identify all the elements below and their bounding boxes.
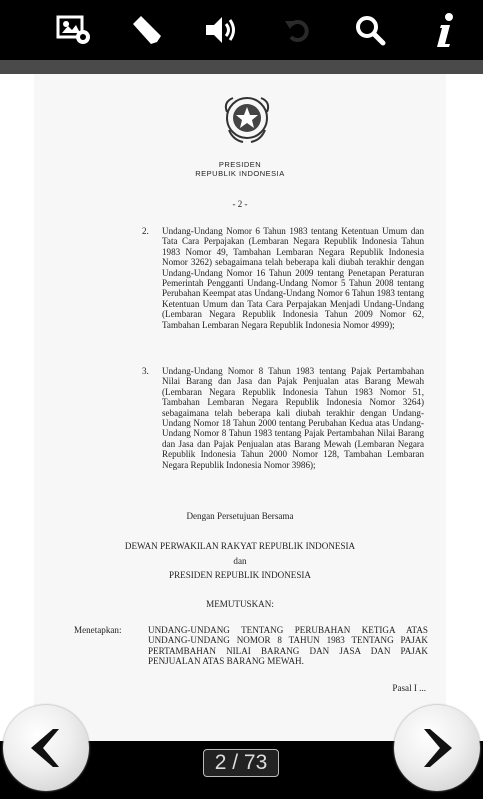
garuda-seal-icon — [219, 90, 275, 146]
list-item-text: Undang-Undang Nomor 6 Tahun 1983 tentang Ketentuan Umum dan Tata Cara Perpajakan (Lembaran Negara Republik Indonesia Tahun 1983 Nomor 49, Tambahan Lembaran Negara Republik Indonesia Nomor 3262) sebagaimana telah beberapa kali diubah terakhir dengan Undang-Undang Nomor 16 Tahun 2009 tentang Penetapan Peraturan Pemerintah Pengganti Undang-Undang Nomor 5 Tahun 2008 tentang Perubahan Keempat atas Undang-Undang Nomor 6 Tahun 1983 tentang Ketentuan Umum dan Tata Cara Perpajakan Menjadi Undang-Undang (Lembaran Negara Republik Indonesia Tahun 2009 Nomor 62, Tambahan Lembaran Negara Republik Indonesia Nomor 4999); — [162, 226, 424, 330]
bookmark-icon[interactable] — [127, 10, 167, 50]
arrow-left-icon — [23, 725, 69, 771]
toolbar-divider — [0, 60, 483, 74]
document-page — [34, 74, 446, 741]
previous-page-button[interactable] — [3, 705, 89, 791]
menetapkan-text: UNDANG-UNDANG TENTANG PERUBAHAN KETIGA ATAS UNDANG-UNDANG NOMOR 8 TAHUN 1983 TENTANG PAJAK PERTAMBAHAN NILAI BARANG DAN JASA DAN PAJAK PENJUALAN ATAS BARANG MEWAH. — [148, 625, 428, 667]
image-settings-icon[interactable] — [55, 10, 95, 50]
page-marker: - 2 - — [232, 199, 248, 209]
presiden-line: PRESIDEN REPUBLIK INDONESIA — [169, 570, 311, 580]
memutuskan-heading: MEMUTUSKAN: — [206, 599, 274, 609]
page-counter: 2 / 73 — [203, 749, 279, 777]
top-toolbar — [0, 0, 483, 60]
arrow-right-icon — [414, 725, 460, 771]
list-item-3 — [142, 366, 424, 470]
continuation-marker: Pasal I ... — [392, 683, 426, 693]
undo-icon — [278, 10, 318, 50]
search-icon[interactable] — [350, 10, 390, 50]
list-item-text: Undang-Undang Nomor 8 Tahun 1983 tentang Pajak Pertambahan Nilai Barang dan Jasa dan Pajak Penjualan atas Barang Mewah (Lembaran Negara Republik Indonesia Tahun 1983 Nomor 51, Tambahan Lembaran Negara Republik Indonesia Nomor 3264) sebagaimana telah beberapa kali diubah terakhir dengan Undang-Undang Nomor 18 Tahun 2000 tentang Perubahan Kedua atas Undang-Undang Nomor 8 Tahun 1983 tentang Pajak Pertambahan Nilai Barang dan Jasa dan Pajak Penjualan atas Barang Mewah (Lembaran Negara Republik Indonesia Tahun 2000 Nomor 128, Tambahan Lembaran Negara Republik Indonesia Nomor 3986); — [162, 366, 424, 470]
dan-line: dan — [233, 556, 247, 566]
header-republik: REPUBLIK INDONESIA — [195, 169, 285, 178]
next-page-button[interactable] — [394, 705, 480, 791]
document-viewer[interactable] — [0, 74, 483, 741]
menetapkan-label: Menetapkan: — [74, 625, 122, 635]
dpr-line: DEWAN PERWAKILAN RAKYAT REPUBLIK INDONESIA — [124, 541, 356, 551]
header-presiden: PRESIDEN — [218, 160, 262, 169]
list-item-number: 2. — [142, 226, 149, 236]
approval-line: Dengan Persetujuan Bersama — [186, 511, 294, 521]
volume-icon[interactable] — [202, 10, 242, 50]
list-item-number: 3. — [142, 366, 149, 376]
list-item-2 — [142, 226, 424, 330]
info-icon[interactable] — [425, 10, 465, 50]
